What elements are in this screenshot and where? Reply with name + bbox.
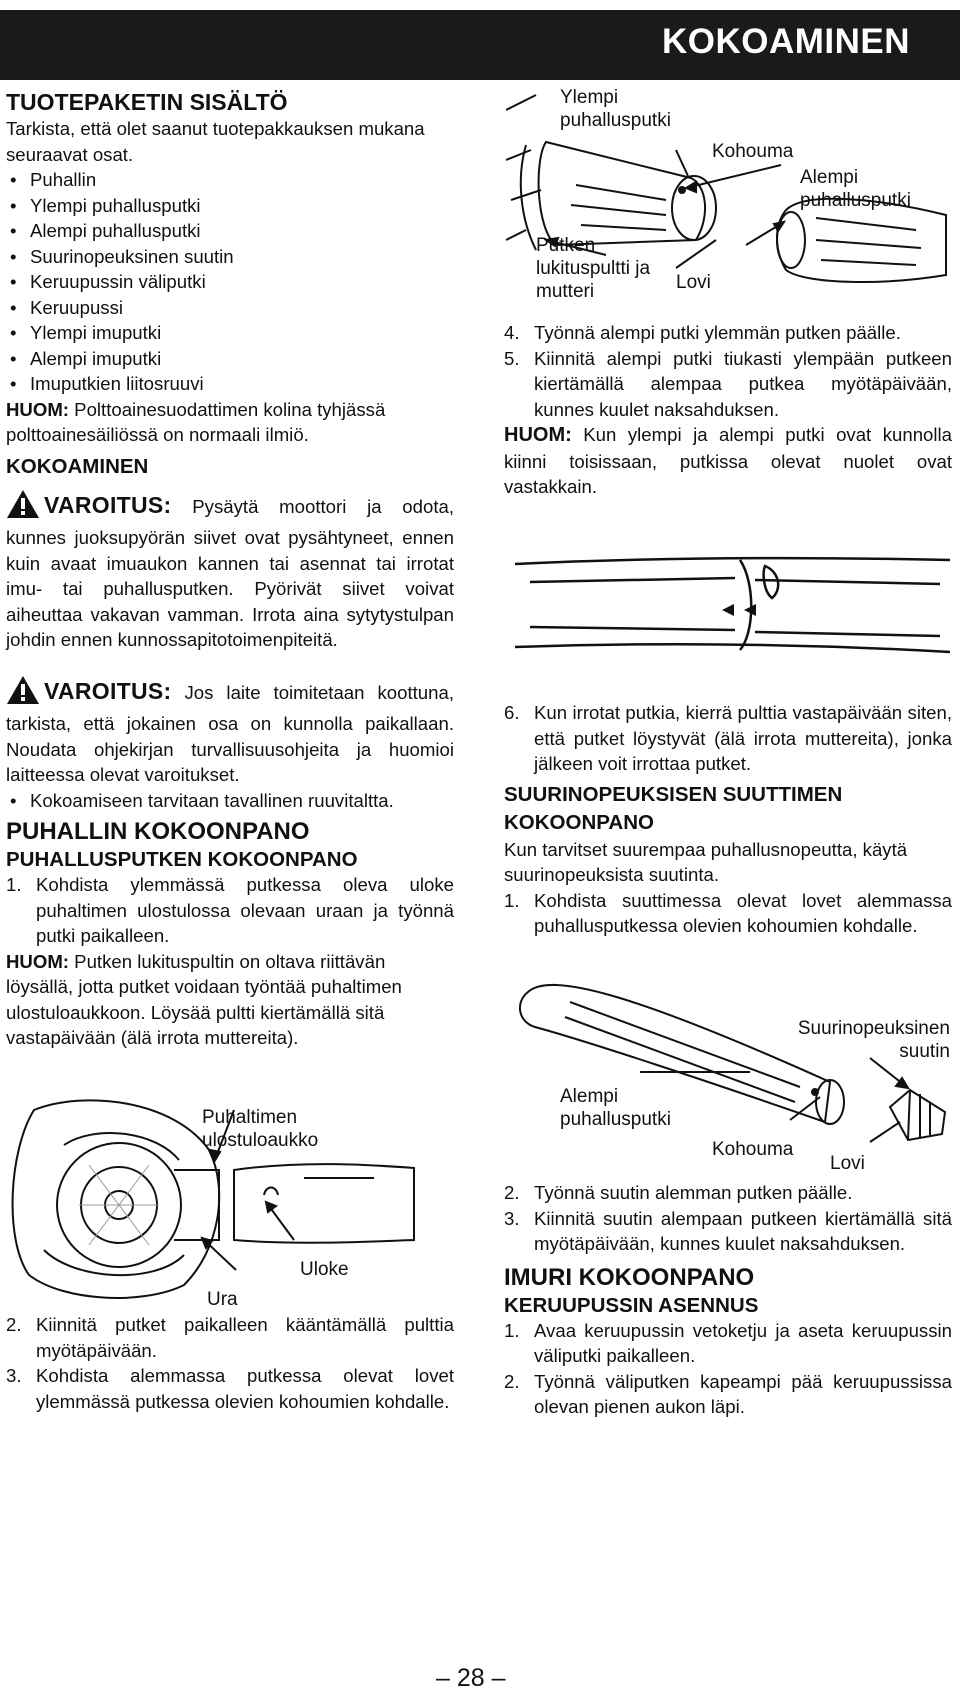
label-nozzle: Suurinopeuksinen suutin (797, 1018, 950, 1062)
right-column-steps (504, 320, 952, 500)
step-number: 3. (504, 1207, 520, 1229)
step-text: Työnnä väliputken kapeampi pää keruupussissa olevan pienen aukon läpi. (534, 1370, 952, 1417)
step-item (504, 888, 952, 939)
label-notch: Lovi (676, 272, 711, 293)
list-item: • Ylempi puhallusputki (6, 193, 454, 219)
note-arrows (504, 422, 952, 500)
step-list (504, 700, 952, 777)
note-label: HUOM: (6, 950, 69, 972)
step-item (6, 872, 454, 949)
step-number: 4. (504, 322, 520, 343)
list-item: • Alempi imuputki (6, 346, 454, 372)
note-text: Kun ylempi ja alempi putki ovat kunnolla kiinni toisissaan, putkissa olevat nuolet ovat vastakkain. (504, 424, 952, 497)
step-list (504, 1318, 952, 1420)
contents-intro: Tarkista, että olet saanut tuotepakkauksen mukana seuraavat osat. (6, 118, 425, 165)
label-bump: Kohouma (712, 1139, 794, 1160)
step-list (6, 1312, 454, 1414)
step-number: 2. (504, 1182, 520, 1203)
step-number: 2. (6, 1314, 22, 1335)
step-text: Kun irrotat putkia, kierrä pulttia vastapäivään siten, että putket löystyvät (älä irrota muttereita), jonka jälkeen voit irrottaa putket. (534, 702, 952, 774)
list-item: • Suurinopeuksinen suutin (6, 244, 454, 270)
list-item: • Keruupussi (6, 295, 454, 321)
step-list (504, 1180, 952, 1257)
warning-1 (6, 489, 454, 653)
label-blower-outlet: Puhaltimen ulostuloaukko (202, 1107, 319, 1151)
label-upper-tube: Ylempi puhallusputki (560, 87, 671, 131)
warning-icon (6, 489, 40, 526)
step-text: Työnnä suutin alemman putken päälle. (534, 1182, 853, 1203)
step-text: Työnnä alempi putki ylemmän putken päälle. (534, 322, 901, 343)
blower-heading: PUHALLIN KOKOONPANO (6, 818, 310, 845)
warning-2 (6, 675, 454, 788)
step-list (504, 888, 952, 939)
note-lock-bolt (6, 949, 454, 1051)
note-label: HUOM: (504, 424, 572, 446)
warning-icon (6, 675, 40, 712)
label-lock-bolt: Putken lukituspultti ja mutteri (536, 235, 651, 302)
warning-label: VAROITUS: (44, 677, 172, 704)
warning-text: Pysäytä moottori ja odota, kunnes juoksupyörän siivet ovat pysähtyneet, ennen kuin avaat imuaukon kannen tai asennat tai irrotat imu- tai puhallusputken. Pyörivät siivet voivat aiheuttaa vakavan vamman. Irrota aina sytytystulpan johdin ennen kunnossapitotoimenpiteitä. (6, 495, 454, 650)
label-bump: Kohouma (712, 141, 794, 162)
label-lower-tube: Alempi puhallusputki (800, 167, 911, 211)
note-label: HUOM: (6, 398, 69, 420)
label-lower-tube: Alempi puhallusputki (560, 1086, 671, 1130)
tube-arrows-illustration (510, 552, 955, 662)
step-number: 6. (504, 702, 520, 723)
label-tab: Uloke (300, 1259, 349, 1280)
list-item: • Ylempi imuputki (6, 320, 454, 346)
step-item (504, 346, 952, 423)
left-column (6, 88, 454, 1051)
nozzle-heading: SUURINOPEUKSISEN SUUTTIMEN KOKOONPANO (504, 782, 843, 834)
nozzle-intro: Kun tarvitset suurempaa puhallusnopeutta, käytä suurinopeuksista suutinta. (504, 838, 908, 885)
step-item (504, 1206, 952, 1257)
note-text: Putken lukituspultin on oltava riittävän löysällä, jotta putket voidaan työntää puhaltimen ulostuloaukkoon. Löysää pultti kiertämällä sitä vastapäivään (älä irrota muttereita). (6, 950, 402, 1048)
list-item: • Imuputkien liitosruuvi (6, 371, 454, 397)
right-column-nozzle (504, 700, 952, 939)
step-number: 5. (504, 347, 520, 369)
step-text: Avaa keruupussin vetoketju ja aseta keruupussin väliputki paikalleen. (534, 1319, 952, 1366)
step-text: Kohdista suuttimessa olevat lovet alemmassa puhallusputkessa olevien kohoumien kohdalle. (534, 889, 952, 936)
step-number: 3. (6, 1365, 22, 1386)
contents-list (6, 167, 454, 397)
step-list (6, 872, 454, 949)
step-text: Kohdista ylemmässä putkessa oleva uloke puhaltimen ulostulossa olevaan uraan ja työnnä putki paikalleen. (36, 874, 454, 946)
step-text: Kohdista alemmassa putkessa olevat lovet ylemmässä putkessa olevien kohoumien kohdalle. (36, 1365, 454, 1412)
step-number: 1. (504, 889, 520, 911)
step-item (504, 1369, 952, 1420)
left-column-steps (6, 1312, 454, 1414)
step-number: 1. (504, 1319, 520, 1341)
vacuum-heading: IMURI KOKOONPANO (504, 1263, 755, 1291)
step-number: 1. (6, 874, 22, 895)
bag-heading: KERUUPUSSIN ASENNUS (504, 1293, 759, 1317)
page-title: KOKOAMINEN (661, 22, 910, 61)
note-fuel-filter (6, 397, 454, 448)
page-number: – 28 – (436, 1664, 506, 1692)
step-item (504, 320, 952, 346)
list-item: • Puhallin (6, 167, 454, 193)
tube-heading: PUHALLUSPUTKEN KOKOONPANO (6, 848, 358, 871)
header-bar (0, 10, 960, 80)
step-text: Kiinnitä putket paikalleen kääntämällä pulttia myötäpäivään. (36, 1314, 454, 1361)
right-column-vacuum (504, 1180, 952, 1420)
label-groove: Ura (207, 1289, 238, 1310)
step-item (504, 1180, 952, 1206)
list-item: • Keruupussin väliputki (6, 269, 454, 295)
assembly-heading: KOKOAMINEN (6, 454, 149, 478)
step-item (504, 1318, 952, 1369)
step-item (504, 700, 952, 777)
step-item (6, 1363, 454, 1414)
contents-heading: TUOTEPAKETIN SISÄLTÖ (6, 89, 288, 115)
step-text: Kiinnitä alempi putki tiukasti ylempään putkeen kiertämällä alempaa putkea myötäpäivään, kunnes kuulet naksahduksen. (534, 347, 952, 420)
list-item: • Kokoamiseen tarvitaan tavallinen ruuvitaltta. (6, 788, 454, 814)
step-list (504, 320, 952, 422)
tools-list (6, 788, 454, 814)
step-item (6, 1312, 454, 1363)
list-item: • Alempi puhallusputki (6, 218, 454, 244)
label-notch: Lovi (830, 1153, 865, 1174)
note-text: Polttoainesuodattimen kolina tyhjässä polttoainesäiliössä on normaali ilmiö. (6, 398, 386, 445)
step-number: 2. (504, 1370, 520, 1392)
warning-label: VAROITUS: (44, 491, 172, 518)
warning-text: Jos laite toimitetaan koottuna, tarkista, että jokainen osa on kunnolla paikallaan. Noudata ohjekirjan turvallisuusohjeita ja huomioi laitteessa olevat varoitukset. (6, 681, 454, 785)
step-text: Kiinnitä suutin alempaan putkeen kiertämällä sitä myötäpäivään, kunnes kuulet naksahduksen. (534, 1207, 952, 1254)
